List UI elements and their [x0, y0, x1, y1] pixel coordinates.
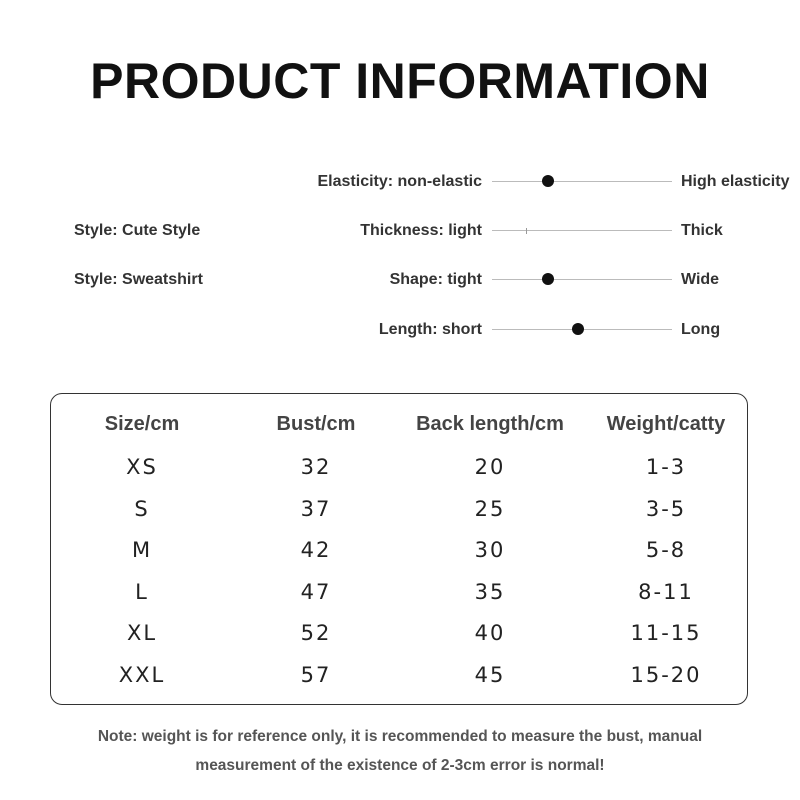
header-back-length: Back length/cm	[416, 413, 564, 435]
attribute-high-label: High elasticity	[681, 173, 790, 190]
cell-bust: 42	[300, 538, 332, 563]
cell-weight: 1-3	[645, 455, 687, 479]
cell-back-length: 25	[474, 496, 506, 521]
cell-bust: 47	[300, 579, 332, 604]
cell-back-length: 45	[474, 663, 506, 687]
cell-size: XXL	[118, 663, 166, 687]
cell-size: XL	[126, 621, 158, 646]
attribute-row	[0, 268, 800, 292]
cell-bust: 57	[300, 663, 332, 687]
attribute-high-label: Wide	[681, 271, 720, 288]
attribute-level-marker	[526, 228, 527, 234]
attribute-level-marker	[542, 175, 554, 187]
note-line-2: measurement of the existence of 2-3cm error is normal!	[195, 757, 605, 774]
attribute-high-label: Thick	[681, 222, 723, 239]
cell-weight: 8-11	[638, 579, 694, 604]
cell-size: S	[134, 496, 150, 521]
attribute-row	[0, 170, 800, 194]
table-row	[51, 450, 747, 484]
attribute-low-label: Thickness: light	[360, 222, 482, 239]
note-line-1: Note: weight is for reference only, it is recommended to measure the bust, manual	[97, 728, 703, 745]
attribute-low-label: Length: short	[378, 321, 482, 338]
cell-size: XS	[126, 455, 158, 479]
table-row	[51, 492, 747, 526]
table-row	[51, 533, 747, 567]
style-label-1: Style: Cute Style	[74, 222, 201, 239]
table-header-row	[51, 407, 747, 441]
attribute-level-marker	[542, 273, 554, 285]
cell-bust: 37	[300, 496, 332, 521]
attribute-scale-track	[492, 230, 672, 231]
cell-back-length: 40	[474, 621, 506, 646]
attribute-scale-track	[492, 181, 672, 182]
attribute-low-label: Shape: tight	[389, 271, 482, 288]
attribute-row	[0, 318, 800, 342]
cell-back-length: 35	[474, 579, 506, 604]
style-label-2: Style: Sweatshirt	[74, 271, 203, 288]
cell-weight: 3-5	[645, 496, 687, 521]
attribute-scale-track	[492, 279, 672, 280]
table-row	[51, 658, 747, 692]
table-row	[51, 616, 747, 650]
size-chart-table	[50, 393, 748, 705]
cell-weight: 5-8	[645, 538, 687, 563]
cell-size: M	[131, 538, 153, 563]
header-weight: Weight/catty	[606, 413, 726, 435]
cell-bust: 32	[300, 455, 332, 479]
attribute-row	[0, 219, 800, 243]
attribute-high-label: Long	[681, 321, 721, 338]
cell-back-length: 20	[474, 455, 506, 479]
header-bust: Bust/cm	[276, 413, 356, 435]
cell-bust: 52	[300, 621, 332, 646]
page-title: PRODUCT INFORMATION	[90, 53, 710, 109]
header-size: Size/cm	[104, 413, 180, 435]
cell-size: L	[135, 579, 149, 604]
attribute-low-label: Elasticity: non-elastic	[317, 173, 482, 190]
table-row	[51, 575, 747, 609]
cell-weight: 15-20	[630, 663, 702, 687]
attribute-level-marker	[572, 323, 584, 335]
cell-weight: 11-15	[630, 621, 702, 646]
attribute-scale-track	[492, 329, 672, 330]
cell-back-length: 30	[474, 538, 506, 563]
